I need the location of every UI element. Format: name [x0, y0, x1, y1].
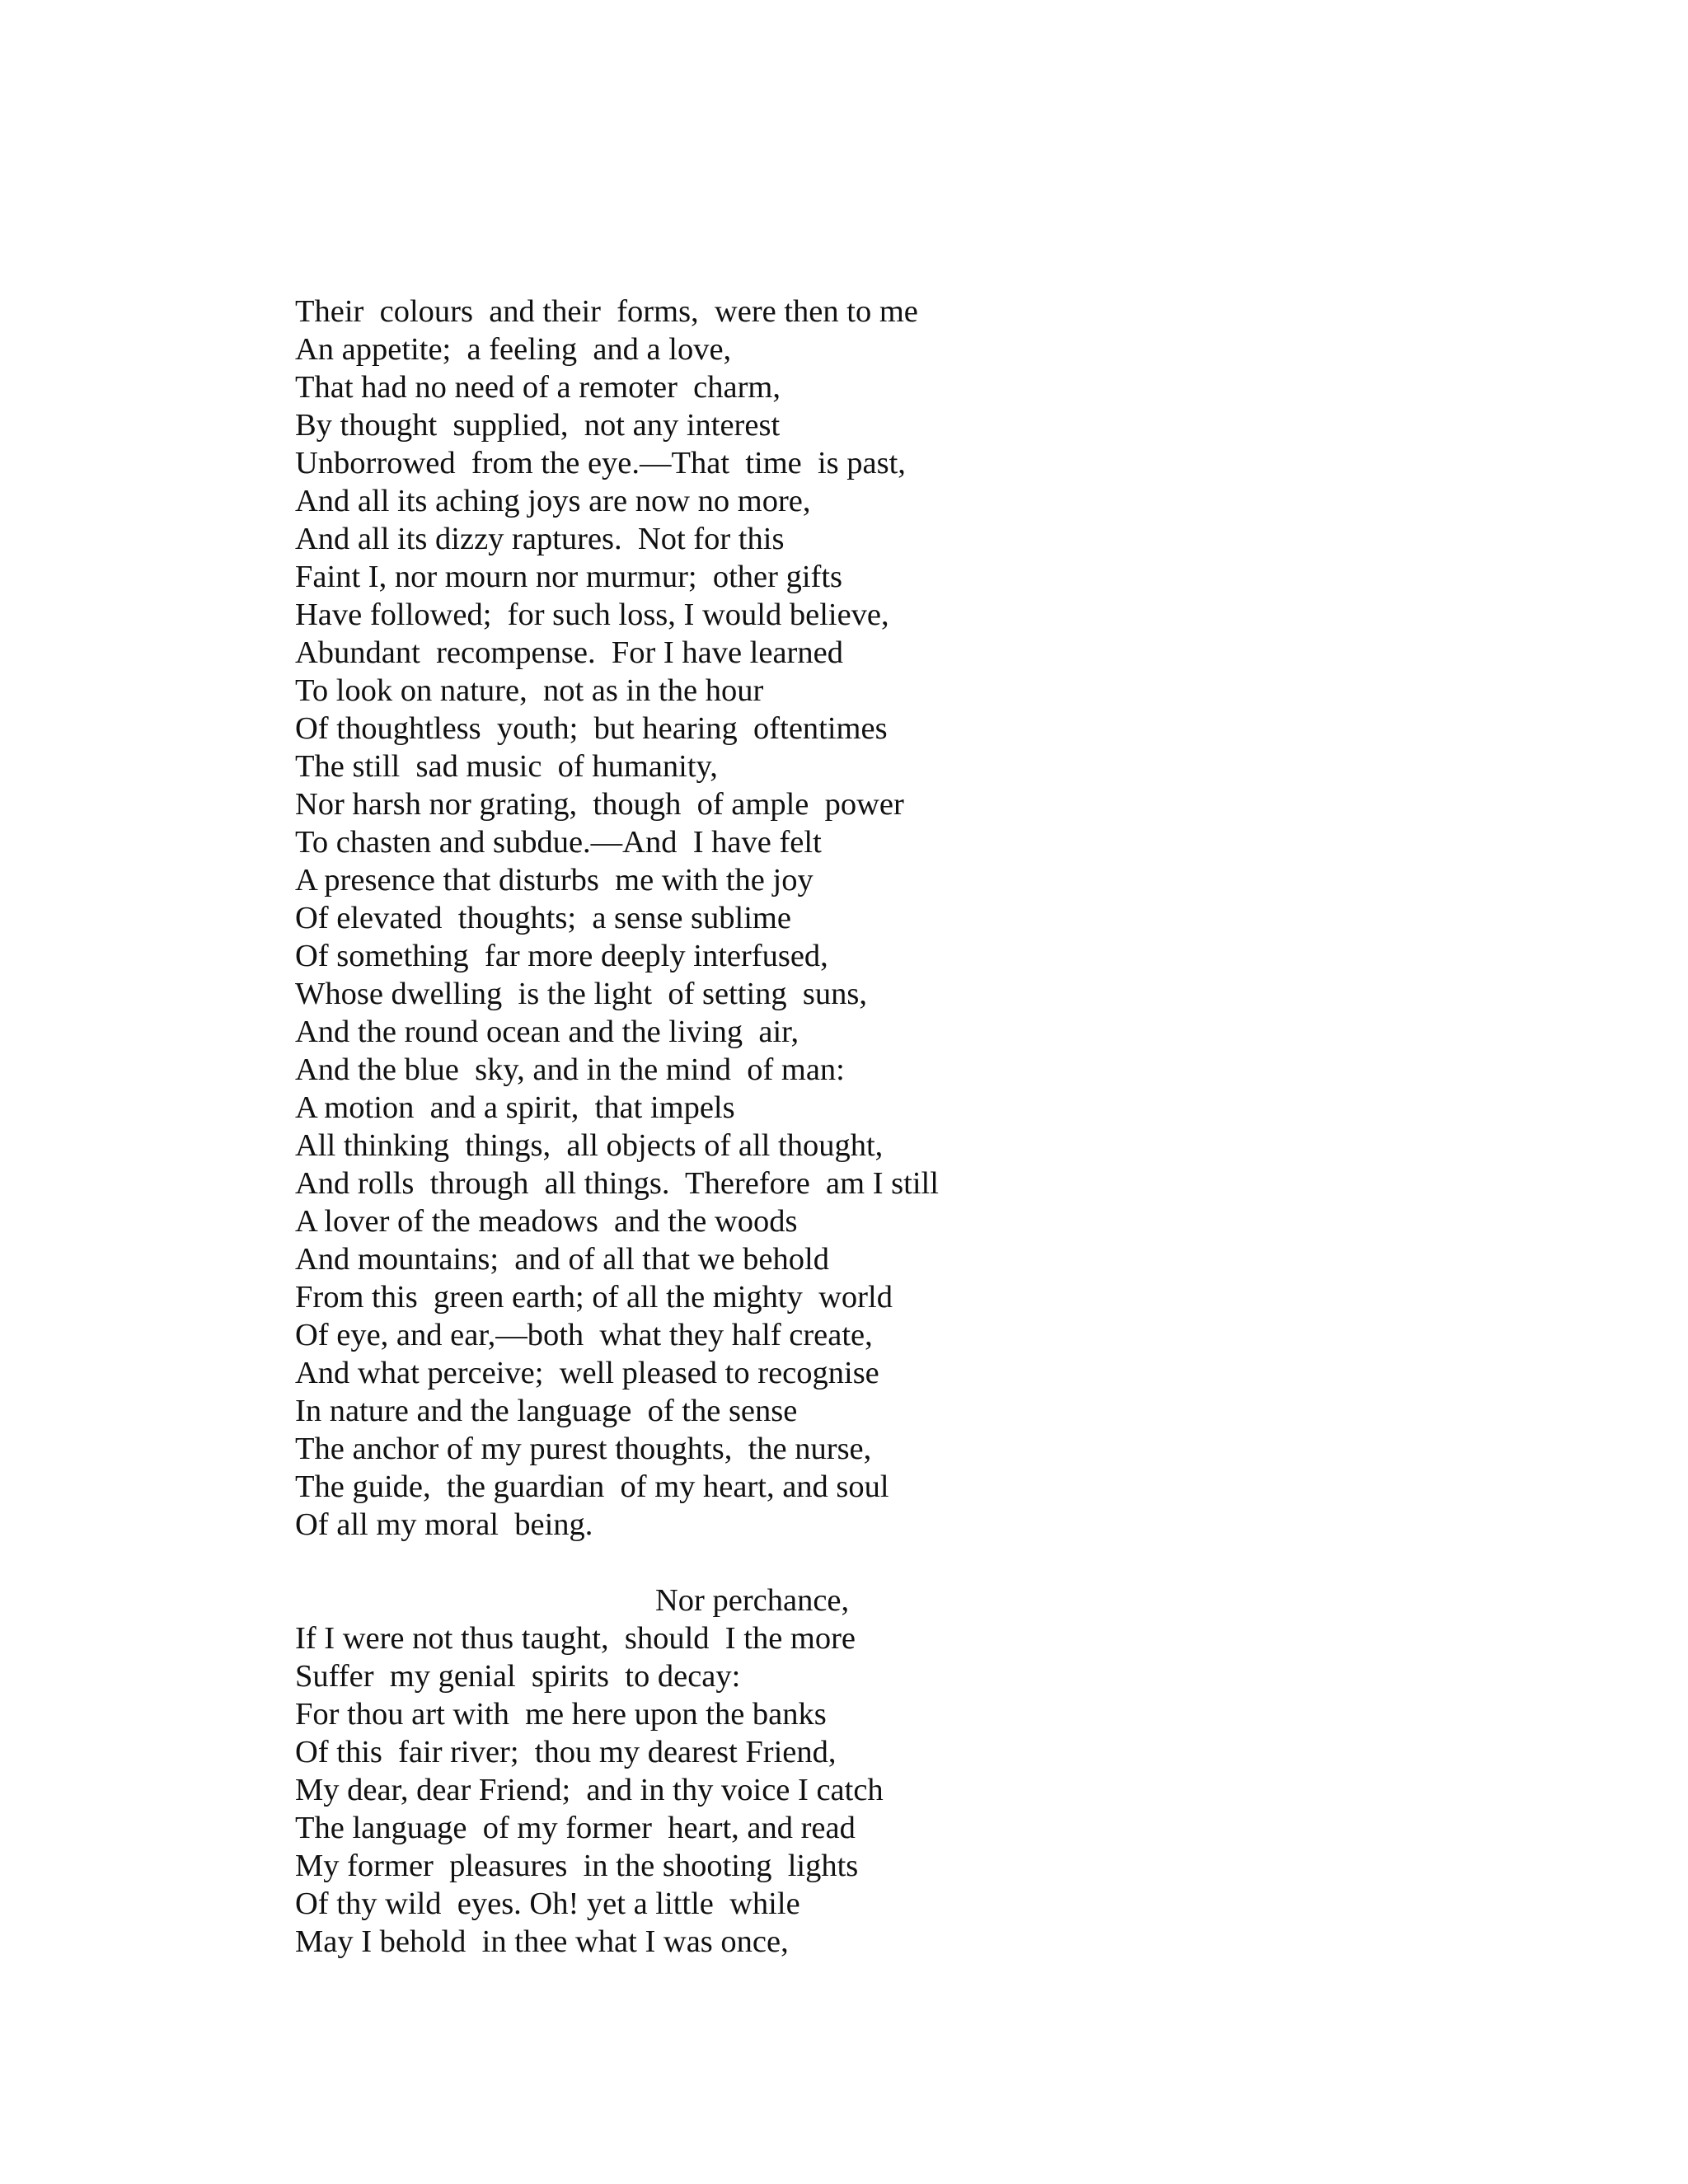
poem-line: And rolls through all things. Therefore am I still — [295, 1166, 939, 1201]
poem-line: And all its aching joys are now no more, — [295, 484, 811, 518]
poem-line: Abundant recompense. For I have learned — [295, 635, 843, 670]
poem-line: Suffer my genial spirits to decay: — [295, 1659, 741, 1694]
poem-line: A motion and a spirit, that impels — [295, 1090, 735, 1125]
stanza-1 — [295, 293, 1367, 1544]
poem-line: To look on nature, not as in the hour — [295, 673, 764, 708]
poem-line: All thinking things, all objects of all thought, — [295, 1128, 884, 1163]
poem-line: Of thoughtless youth; but hearing oftentimes — [295, 711, 888, 746]
poem-line: A lover of the meadows and the woods — [295, 1204, 798, 1239]
poem-line: Whose dwelling is the light of setting suns, — [295, 977, 868, 1011]
poem-line: Faint I, nor mourn nor murmur; other gifts — [295, 560, 843, 594]
poem-line: In nature and the language of the sense — [295, 1394, 798, 1428]
poem-line: By thought supplied, not any interest — [295, 408, 781, 443]
poem-line: Unborrowed from the eye.—That time is past, — [295, 446, 906, 480]
poem-line: The anchor of my purest thoughts, the nurse, — [295, 1432, 872, 1466]
stanza-2 — [295, 1582, 1367, 1961]
poem-line: Of this fair river; thou my dearest Friend, — [295, 1735, 837, 1769]
poem-line: And mountains; and of all that we behold — [295, 1242, 829, 1277]
poem-line: To chasten and subdue.—And I have felt — [295, 825, 822, 860]
poem-line: That had no need of a remoter charm, — [295, 370, 781, 405]
poem-line: From this green earth; of all the mighty world — [295, 1280, 893, 1315]
poem-line: My former pleasures in the shooting lights — [295, 1849, 859, 1883]
poem-line: Of something far more deeply interfused, — [295, 939, 828, 973]
poem-line: For thou art with me here upon the banks — [295, 1697, 827, 1732]
poem-line: My dear, dear Friend; and in thy voice I catch — [295, 1773, 884, 1807]
poem-line: Of all my moral being. — [295, 1507, 593, 1542]
poem-line: If I were not thus taught, should I the more — [295, 1621, 856, 1656]
poem-line: And the blue sky, and in the mind of man: — [295, 1052, 845, 1087]
poem-line: And all its dizzy raptures. Not for this — [295, 522, 785, 556]
poem-line-indented: Nor perchance, — [655, 1583, 850, 1618]
poem-line: Nor harsh nor grating, though of ample power — [295, 787, 904, 822]
poem-line: And what perceive; well pleased to recognise — [295, 1356, 879, 1390]
poem-line: Of elevated thoughts; a sense sublime — [295, 901, 791, 935]
poem-line: The guide, the guardian of my heart, and soul — [295, 1469, 889, 1504]
stanza-break — [295, 1544, 1367, 1582]
poem-line: Their colours and their forms, were then to me — [295, 294, 918, 329]
poem-line: Have followed; for such loss, I would believe, — [295, 598, 889, 632]
poem-line: And the round ocean and the living air, — [295, 1015, 799, 1049]
poem-line: Of eye, and ear,—both what they half create, — [295, 1318, 873, 1352]
poem-line: The language of my former heart, and read — [295, 1811, 856, 1845]
poem-line: An appetite; a feeling and a love, — [295, 332, 732, 367]
poem-line: Of thy wild eyes. Oh! yet a little while — [295, 1886, 800, 1921]
poem-body — [295, 293, 1367, 1961]
poem-line: May I behold in thee what I was once, — [295, 1924, 789, 1959]
poem-line: A presence that disturbs me with the joy — [295, 863, 814, 898]
poem-line: The still sad music of humanity, — [295, 749, 718, 784]
